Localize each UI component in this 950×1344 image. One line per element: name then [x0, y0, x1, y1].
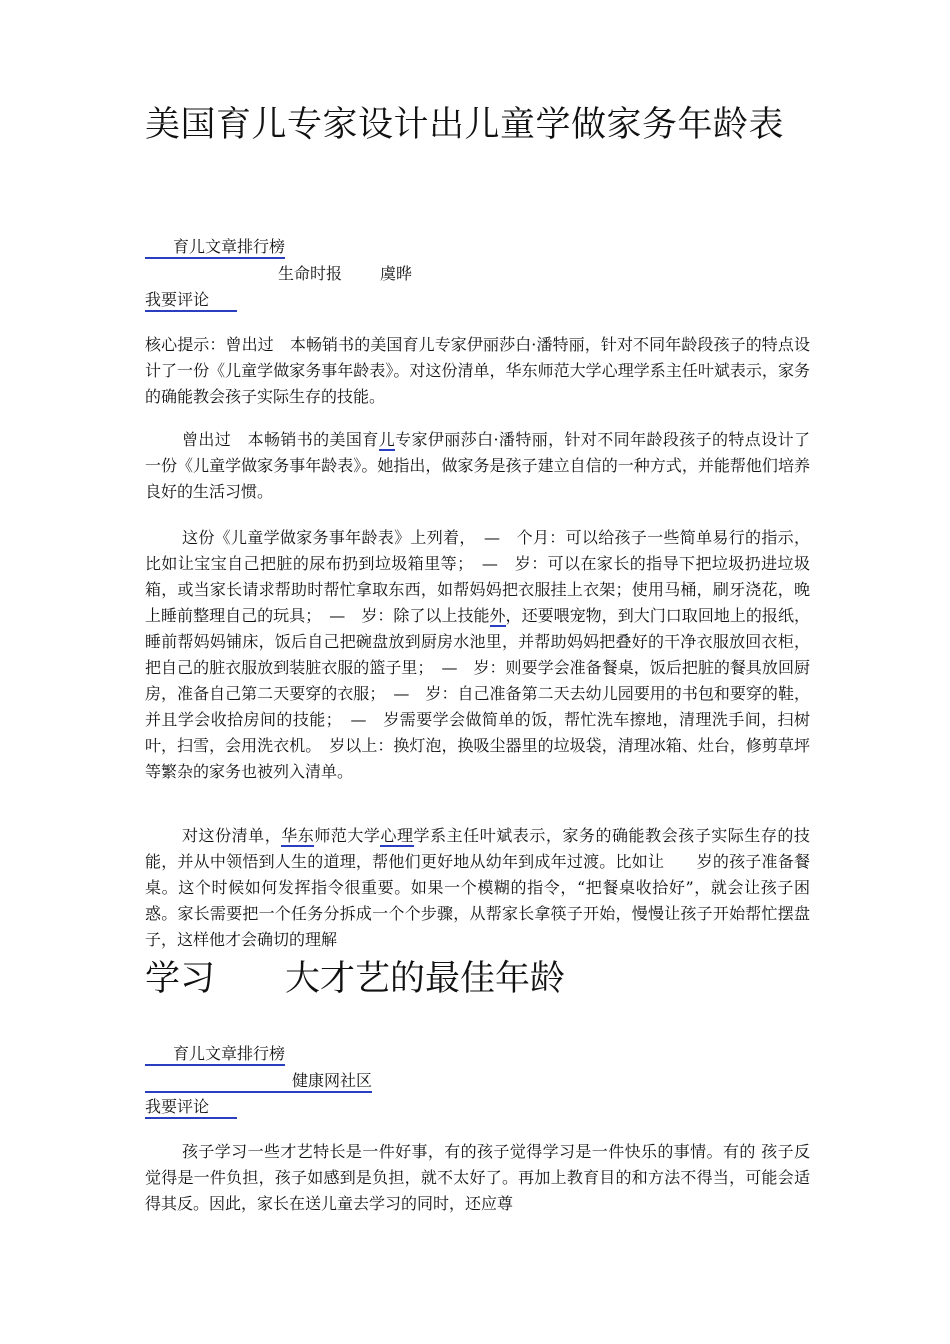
rank-link-2[interactable]: 育儿文章排行榜 — [145, 1044, 285, 1066]
article-2-paragraph-1: 孩子学习一些才艺特长是一件好事，有的孩子觉得学习是一件快乐的事情。有的 孩子反觉得是一件负担，孩子如感到是负担，就不太好了。再加上教育目的和方法不得当，可能会适得其反。因此，家长在送儿童去学习的同时，还应尊 — [145, 1142, 810, 1213]
article-2-title: 学习 大才艺的最佳年龄 — [145, 959, 566, 999]
comment-link-2[interactable]: 我要评论 — [145, 1097, 237, 1119]
source-row-2 — [145, 1070, 372, 1092]
comment-link[interactable]: 我要评论 — [145, 290, 237, 312]
rank-link[interactable]: 育儿文章排行榜 — [145, 237, 285, 259]
source-link-2[interactable]: 健康网社区 — [145, 1071, 372, 1093]
summary-paragraph: 核心提示：曾出过 本畅销书的美国育儿专家伊丽莎白·潘特丽，针对不同年龄段孩子的特点设计了一份《儿童学做家务事年龄表》。对这份清单，华东师范大学心理学系主任叶斌表示，家务的确能教会孩子实际生存的技能。 — [145, 335, 810, 406]
article-title: 美国育儿专家设计出儿童学做家务年龄表 — [145, 105, 785, 145]
paragraph-1: 曾出过 本畅销书的美国育儿专家伊丽莎白·潘特丽，针对不同年龄段孩子的特点设计了一份《儿童学做家务事年龄表》。她指出，做家务是孩子建立自信的一种方式，并能帮他们培养良好的生活习惯。 — [145, 430, 810, 501]
source-label: 生命时报 — [278, 264, 343, 283]
inline-link-wai[interactable]: 外 — [489, 606, 506, 625]
comment-row-2 — [145, 1096, 237, 1118]
paragraph-3: 对这份清单，华东师范大学心理学系主任叶斌表示，家务的确能教会孩子实际生存的技能，并从中领悟到人生的道理，帮他们更好地从幼年到成年过渡。比如让 岁的孩子准备餐桌。这个时候如何发挥指令很重要。如果一个模糊的指令，“把餐桌收拾好”，就会让孩子困惑。家长需要把一个任务分拆成一个个步骤，从帮家长拿筷子开始，慢慢让孩子开始帮忙摆盘子，这样他才会确切的理解 — [145, 826, 810, 949]
inline-link-xinli[interactable]: 心理 — [380, 826, 414, 845]
comment-row — [145, 289, 237, 311]
source-row — [278, 263, 412, 285]
author-label: 虞晔 — [380, 264, 413, 283]
inline-link-er[interactable]: 儿 — [378, 430, 396, 449]
paragraph-2: 这份《儿童学做家务事年龄表》上列着， — 个月：可以给孩子一些简单易行的指示，比如让宝宝自己把脏的尿布扔到垃圾箱里等； — 岁：可以在家长的指导下把垃圾扔进垃圾箱，或当家长请求帮助时帮忙拿取东西，如帮妈妈把衣服挂上衣架；使用马桶，刷牙浇花，晚上睡前整理自己的玩具； — 岁：除了以上技能外，还要喂宠物，到大门口取回地上的报纸，睡前帮妈妈铺床，饭后自己把碗盘放到厨房水池里，并帮助妈妈把叠好的干净衣服放回衣柜，把自己的脏衣服放到装脏衣服的篮子里； — 岁：则要学会准备餐桌，饭后把脏的餐具放回厨房，准备自己第二天要穿的衣服； — 岁：自己准备第二天去幼儿园要用的书包和要穿的鞋，并且学会收拾房间的技能； — 岁需要学会做简单的饭，帮忙洗车擦地，清理洗手间，扫树叶，扫雪，会用洗衣机。 岁以上：换灯泡，换吸尘器里的垃圾袋，清理冰箱、灶台，修剪草坪等繁杂的家务也被列入清单。 — [145, 528, 810, 781]
inline-link-huadong[interactable]: 华东 — [281, 826, 315, 845]
rank-row-2 — [145, 1043, 285, 1065]
rank-row — [145, 236, 285, 258]
